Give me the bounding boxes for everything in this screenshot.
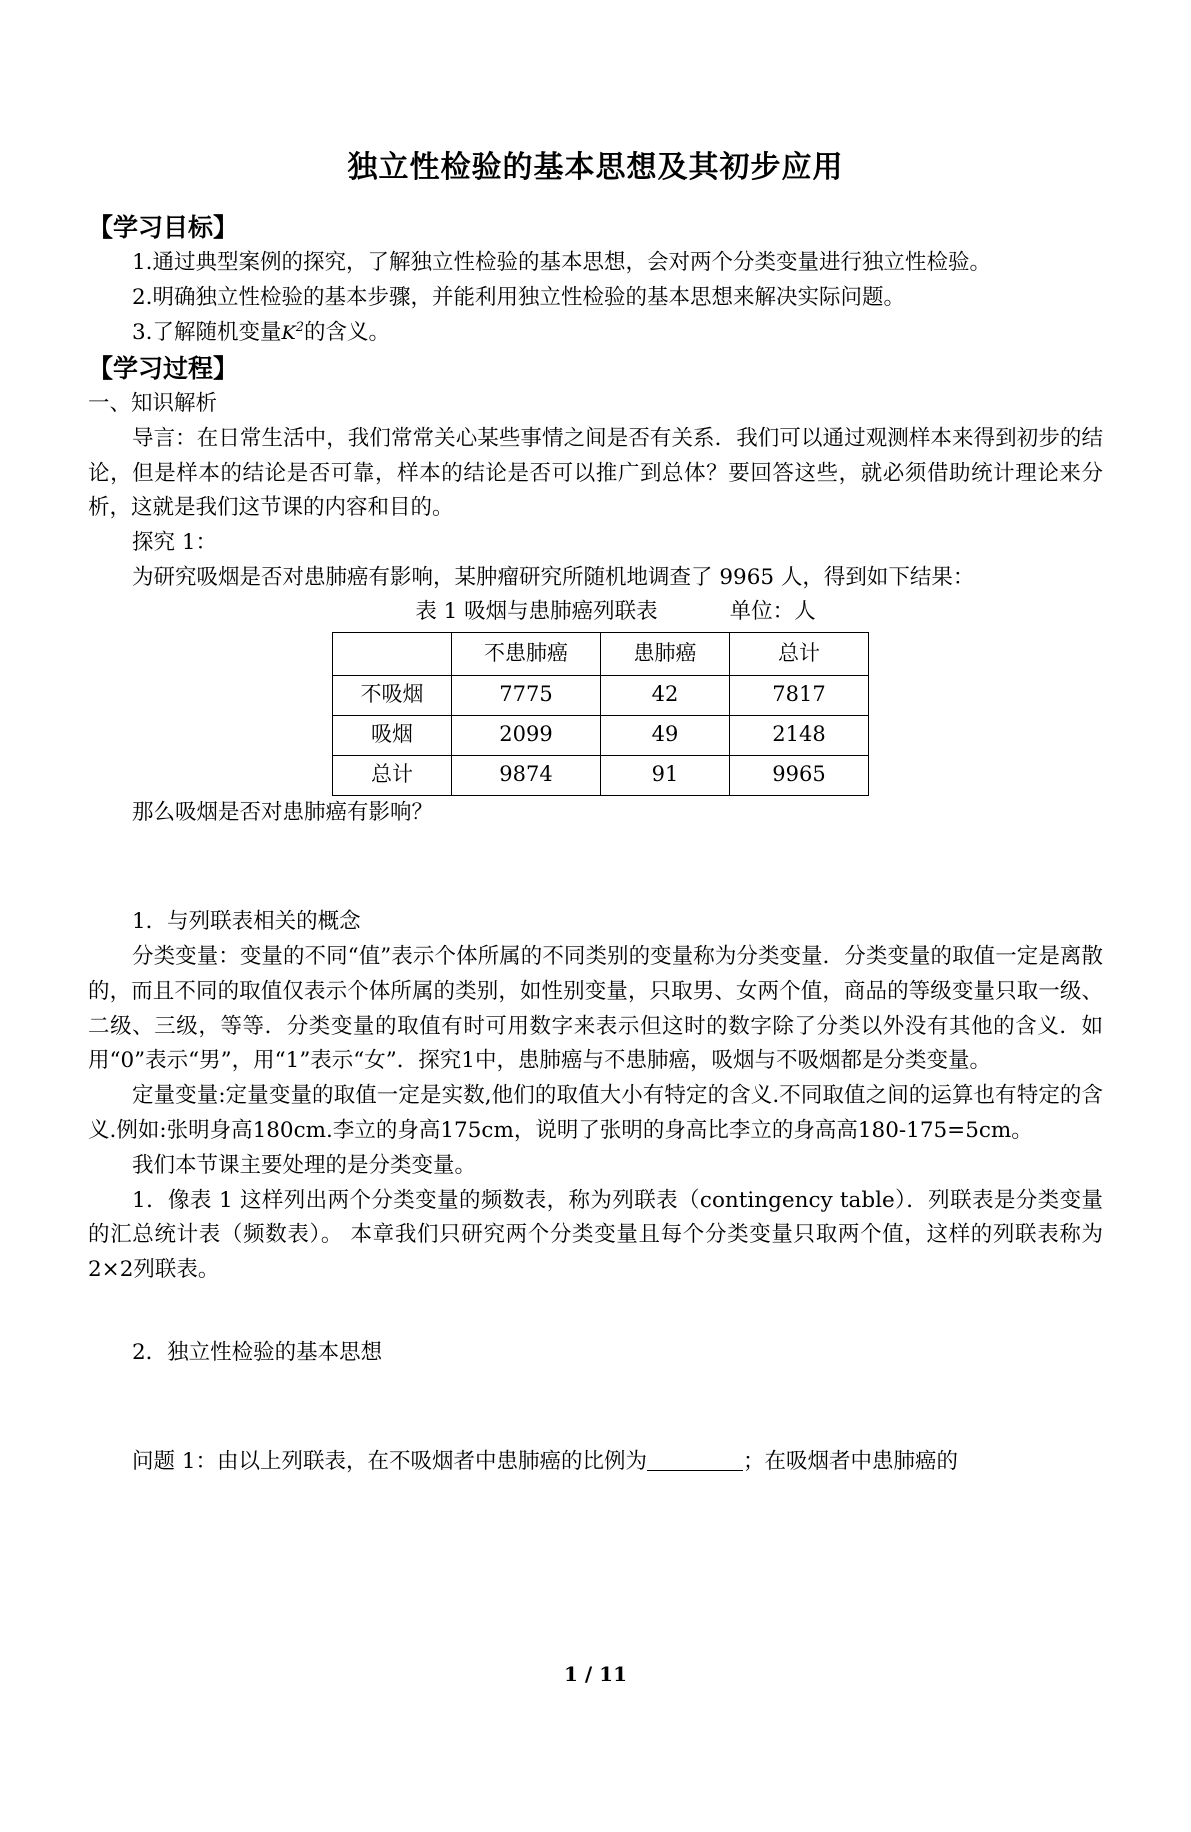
document-page [0, 148, 1191, 1832]
answer-blank-1[interactable] [647, 1470, 743, 1471]
explore-label: 探究 1： [132, 530, 218, 556]
question-1 [88, 1445, 1103, 1480]
row-label-total: 总计 [333, 756, 452, 796]
objective-item-3 [88, 316, 1103, 351]
question-1-prefix: 问题 1：由以上列联表，在不吸烟者中患肺癌的比例为 [132, 1448, 648, 1474]
objective-item-3-suffix: 的含义。 [304, 319, 391, 345]
table-row [333, 716, 869, 756]
contingency-table [332, 632, 869, 796]
basic-idea-heading: 2．独立性检验的基本思想 [132, 1340, 383, 1366]
table-followup-question: 那么吸烟是否对患肺癌有影响？ [132, 800, 434, 826]
objective-item-2: 2.明确独立性检验的基本步骤，并能利用独立性检验的基本思想来解决实际问题。 [132, 285, 906, 311]
cell-non-smoker-cancer: 42 [601, 676, 730, 716]
objective-item-3-prefix: 3.了解随机变量 [132, 319, 282, 345]
learning-objectives-heading: 【学习目标】 [88, 213, 239, 242]
cell-total-no-cancer: 9874 [452, 756, 601, 796]
table-header-corner [333, 633, 452, 676]
question-1-suffix: ；在吸烟者中患肺癌的 [743, 1448, 959, 1474]
concepts-paragraph-2: 定量变量:定量变量的取值一定是实数,他们的取值大小有特定的含义.不同取值之间的运算也有特定的含义.例如:张明身高180cm.李立的身高175cm，说明了张明的身高比李立的身高高180-175=5cm。 [88, 1083, 1103, 1143]
table-header-total: 总计 [730, 633, 869, 676]
table-caption [88, 596, 1103, 628]
concepts-heading: 1．与列联表相关的概念 [132, 909, 361, 935]
section-knowledge-analysis: 一、知识解析 [88, 390, 218, 416]
explore-text: 为研究吸烟是否对患肺癌有影响，某肿瘤研究所随机地调查了 9965 人，得到如下结果： [132, 565, 975, 591]
cell-smoker-no-cancer: 2099 [452, 716, 601, 756]
row-label-non-smoker: 不吸烟 [333, 676, 452, 716]
contingency-table-wrap [88, 632, 1103, 796]
table-header-row [333, 633, 869, 676]
page-title: 独立性检验的基本思想及其初步应用 [347, 150, 844, 185]
table-header-no-cancer: 不患肺癌 [452, 633, 601, 676]
intro-paragraph: 导言：在日常生活中，我们常常关心某些事情之间是否有关系．我们可以通过观测样本来得到初步的结论，但是样本的结论是否可靠，样本的结论是否可以推广到总体？要回答这些，就必须借助统计理论来分析，这就是我们这节课的内容和目的。 [88, 425, 1103, 521]
concepts-paragraph-1: 分类变量：变量的不同“值”表示个体所属的不同类别的变量称为分类变量．分类变量的取值一定是离散的，而且不同的取值仅表示个体所属的类别，如性别变量，只取男、女两个值，商品的等级变量只取一级、二级、三级，等等．分类变量的取值有时可用数字来表示但这时的数字除了分类以外没有其他的含义．如用“0”表示“男”，用“1”表示“女”．探究1中，患肺癌与不患肺癌，吸烟与不吸烟都是分类变量。 [88, 943, 1103, 1074]
learning-process-heading: 【学习过程】 [88, 353, 239, 383]
table-unit-label: 单位：人 [729, 598, 816, 624]
cell-non-smoker-no-cancer: 7775 [452, 676, 601, 716]
page-footer: 1 / 11 [564, 1662, 627, 1686]
cell-total-cancer: 91 [601, 756, 730, 796]
cell-non-smoker-total: 7817 [730, 676, 869, 716]
table-row [333, 756, 869, 796]
row-label-smoker: 吸烟 [333, 716, 452, 756]
concepts-paragraph-4: 1．像表 1 这样列出两个分类变量的频数表，称为列联表（contingency table）．列联表是分类变量的汇总统计表（频数表）。 本章我们只研究两个分类变量且每个分类变量只取两个值，这样的列联表称为2×2列联表。 [88, 1187, 1103, 1283]
objective-item-1: 1.通过典型案例的探究，了解独立性检验的基本思想，会对两个分类变量进行独立性检验。 [132, 250, 992, 276]
random-variable-symbol: K [281, 321, 296, 344]
cell-smoker-cancer: 49 [601, 716, 730, 756]
document-body [88, 148, 1103, 1480]
table-row [333, 676, 869, 716]
cell-total-all: 9965 [730, 756, 869, 796]
random-variable-exponent: 2 [295, 319, 304, 335]
table-header-cancer: 患肺癌 [601, 633, 730, 676]
concepts-paragraph-3: 我们本节课主要处理的是分类变量。 [132, 1152, 477, 1178]
cell-smoker-total: 2148 [730, 716, 869, 756]
table-caption-text: 表 1 吸烟与患肺癌列联表 [415, 598, 658, 624]
